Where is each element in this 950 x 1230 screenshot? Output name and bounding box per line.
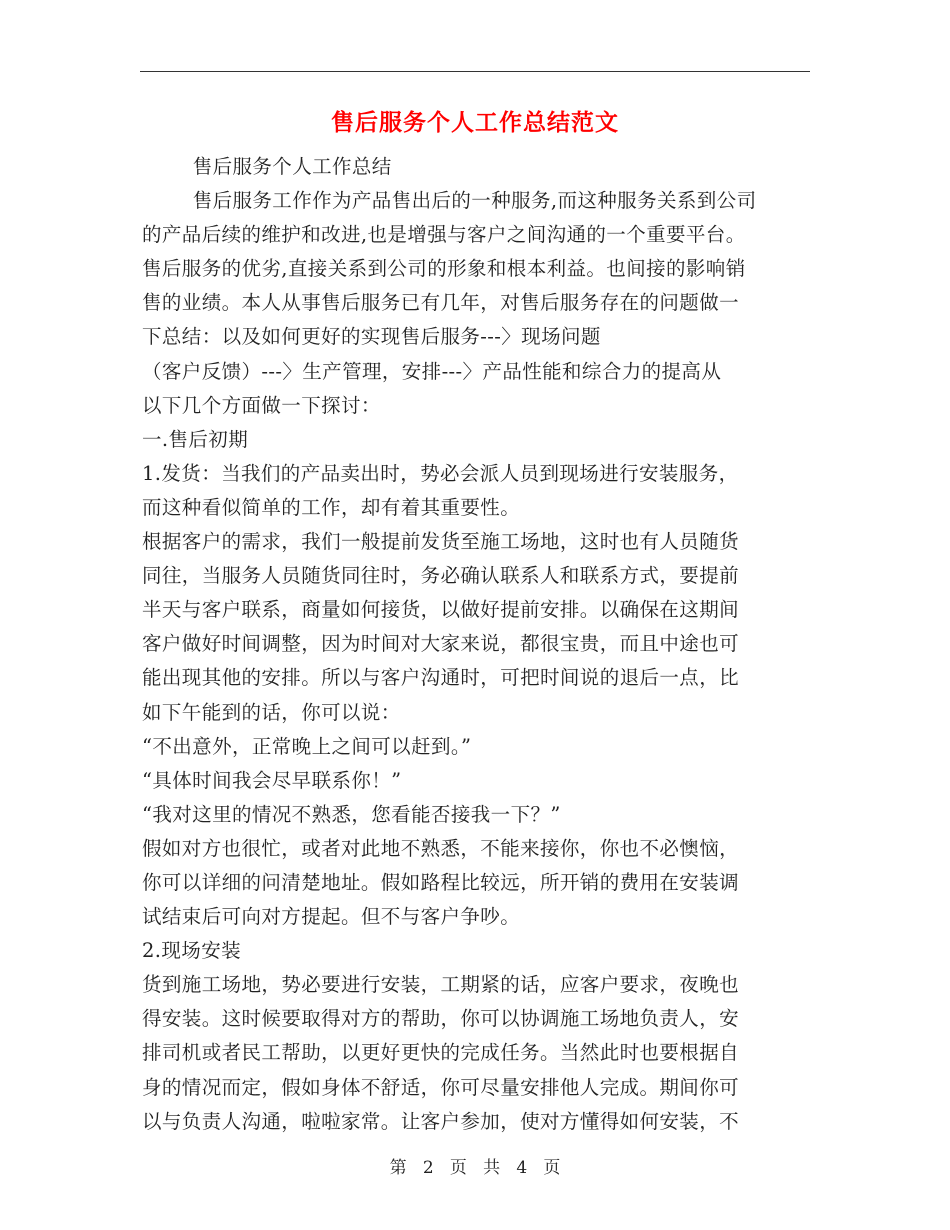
footer-total-pages: 4	[516, 1158, 528, 1178]
text-line: 售后服务工作作为产品售出后的一种服务,而这种服务关系到公司	[192, 189, 757, 213]
footer-label-unit2: 页	[543, 1158, 561, 1178]
text-line: 排司机或者民工帮助，以更好更快的完成任务。当然此时也要根据自	[142, 1041, 740, 1065]
text-line: 下总结：以及如何更好的实现售后服务---〉现场问题	[142, 325, 601, 349]
text-line: 的产品后续的维护和改进,也是增强与客户之间沟通的一个重要平台。	[142, 223, 746, 247]
text-line: 你可以详细的问清楚地址。假如路程比较远，所开销的费用在安装调	[142, 870, 740, 894]
text-line: 身的情况而定，假如身体不舒适，你可尽量安排他人完成。期间你可	[142, 1075, 740, 1099]
text-line: 如下午能到的话，你可以说：	[142, 700, 401, 724]
text-line: “具体时间我会尽早联系你！”	[142, 768, 402, 792]
text-line: “我对这里的情况不熟悉，您看能否接我一下？”	[142, 802, 561, 826]
page-title: 售后服务个人工作总结范文	[331, 110, 619, 136]
text-line: （客户反馈）---〉生产管理，安排---〉产品性能和综合力的提高从	[142, 359, 722, 383]
text-line: 客户做好时间调整，因为时间对大家来说，都很宝贵，而且中途也可	[142, 632, 740, 656]
footer-label-page: 第	[389, 1158, 407, 1178]
section-subtitle: 售后服务个人工作总结	[192, 155, 392, 178]
text-line: 试结束后可向对方提起。但不与客户争吵。	[142, 905, 521, 929]
footer-current-page: 2	[422, 1158, 434, 1178]
text-line: 以下几个方面做一下探讨：	[142, 393, 381, 417]
text-line: 以与负责人沟通，啦啦家常。让客户参加，使对方懂得如何安装，不	[142, 1109, 740, 1133]
text-line: 售的业绩。本人从事售后服务已有几年，对售后服务存在的问题做一	[142, 291, 740, 315]
text-line: 能出现其他的安排。所以与客户沟通时，可把时间说的退后一点，比	[142, 666, 740, 690]
footer-label-total: 共	[483, 1158, 501, 1178]
page-footer	[0, 1153, 950, 1178]
text-line: 假如对方也很忙，或者对此地不熟悉，不能来接你，你也不必懊恼，	[142, 836, 740, 860]
text-line: “不出意外，正常晚上之间可以赶到。”	[142, 734, 472, 758]
text-line: 得安装。这时候要取得对方的帮助，你可以协调施工场地负责人，安	[142, 1007, 740, 1031]
text-line: 1.发货：当我们的产品卖出时，势必会派人员到现场进行安装服务，	[142, 461, 739, 485]
document-body	[142, 150, 812, 1139]
text-line: 同往，当服务人员随货同往时，务必确认联系人和联系方式，要提前	[142, 564, 740, 588]
text-line: 根据客户的需求，我们一般提前发货至施工场地，这时也有人员随货	[142, 530, 740, 554]
text-line: 货到施工场地，势必要进行安装，工期紧的话，应客户要求，夜晚也	[142, 973, 740, 997]
section-heading: 2.现场安装	[142, 939, 242, 963]
text-line: 售后服务的优劣,直接关系到公司的形象和根本利益。也间接的影响销	[142, 257, 746, 281]
text-line: 而这种看似简单的工作，却有着其重要性。	[142, 495, 521, 519]
text-line: 半天与客户联系，商量如何接货，以做好提前安排。以确保在这期间	[142, 598, 740, 622]
footer-label-unit: 页	[449, 1158, 467, 1178]
section-heading: 一.售后初期	[142, 427, 249, 451]
header-rule	[140, 71, 810, 72]
